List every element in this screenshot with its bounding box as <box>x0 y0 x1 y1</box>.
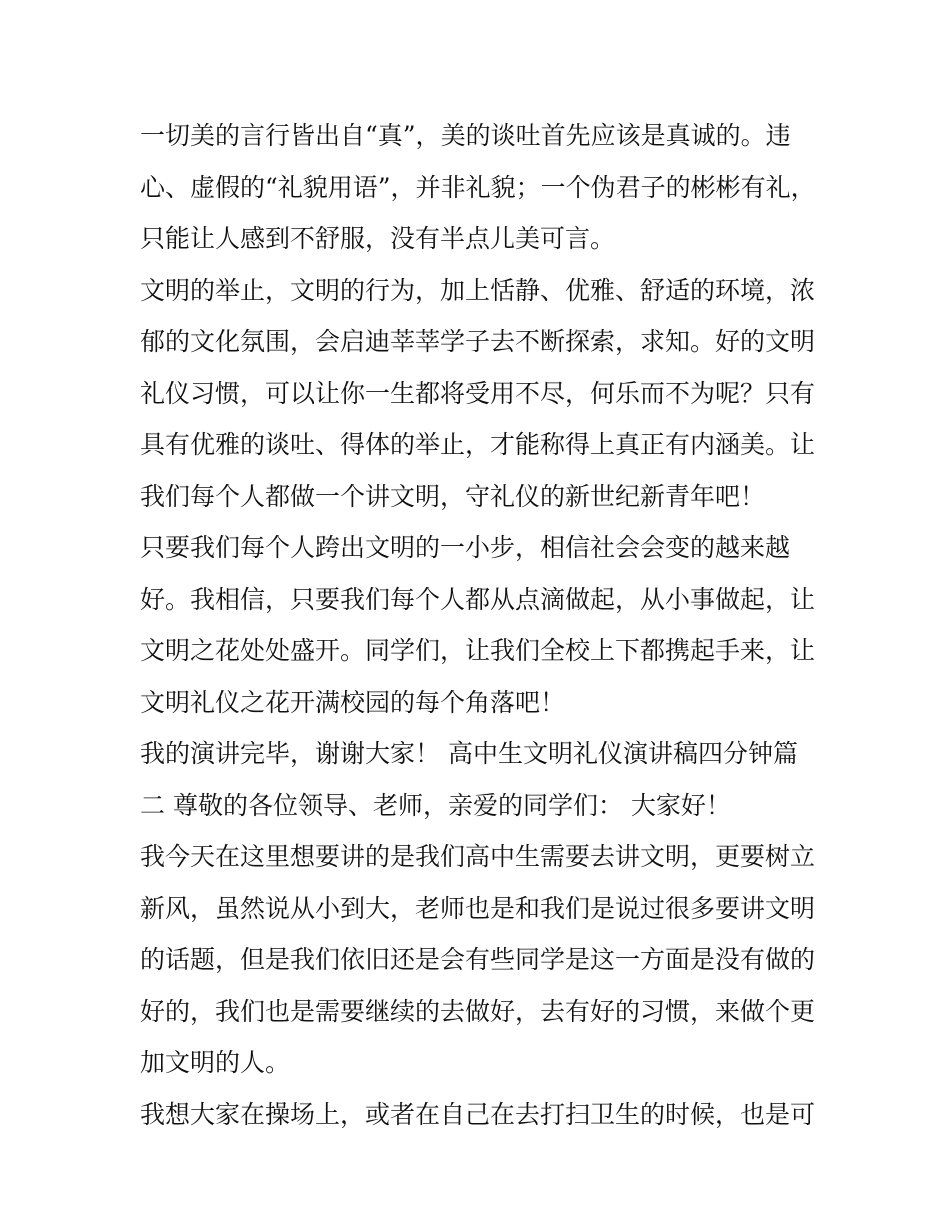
text-line: 的话题，但是我们依旧还是会有些同学是这一方面是没有做的 <box>140 945 816 974</box>
text-line: 礼仪习惯，可以让你一生都将受用不尽，何乐而不为呢？只有 <box>140 378 816 408</box>
text-line: 文明之花处处盛开。同学们，让我们全校上下都携起手来，让 <box>140 636 816 665</box>
text-line: 心、虚假的“礼貌用语”，并非礼貌；一个伪君子的彬彬有礼， <box>140 172 816 202</box>
text-line: 郁的文化氛围，会启迪莘莘学子去不断探索，求知。好的文明 <box>140 327 816 356</box>
text-line: 具有优雅的谈吐、得体的举止，才能称得上真正有内涵美。让 <box>140 430 816 459</box>
text-line: 一切美的言行皆出自“真”，美的谈吐首先应该是真诚的。违 <box>140 121 791 150</box>
text-line: 我的演讲完毕，谢谢大家！ 高中生文明礼仪演讲稿四分钟篇 <box>140 739 798 768</box>
text-line: 文明的举止，文明的行为，加上恬静、优雅、舒适的环境，浓 <box>140 275 816 305</box>
text-line: 只要我们每个人跨出文明的一小步，相信社会会变的越来越 <box>140 533 791 562</box>
text-line: 文明礼仪之花开满校园的每个角落吧！ <box>140 687 566 717</box>
text-line: 只能让人感到不舒服，没有半点儿美可言。 <box>140 224 616 253</box>
text-line: 我今天在这里想要讲的是我们高中生需要去讲文明，更要树立 <box>140 842 816 871</box>
text-line: 好。我相信，只要我们每个人都从点滴做起，从小事做起，让 <box>140 584 816 614</box>
text-line: 好的，我们也是需要继续的去做好，去有好的习惯，来做个更 <box>140 996 816 1026</box>
text-line: 加文明的人。 <box>140 1048 291 1077</box>
text-line: 二 尊敬的各位领导、老师，亲爱的同学们： 大家好！ <box>140 790 731 820</box>
body-text <box>140 110 820 1140</box>
text-line: 新风，虽然说从小到大，老师也是和我们是说过很多要讲文明 <box>140 893 816 923</box>
text-line: 我想大家在操场上，或者在自己在去打扫卫生的时候，也是可 <box>140 1099 816 1129</box>
text-line: 我们每个人都做一个讲文明，守礼仪的新世纪新青年吧！ <box>140 481 766 511</box>
